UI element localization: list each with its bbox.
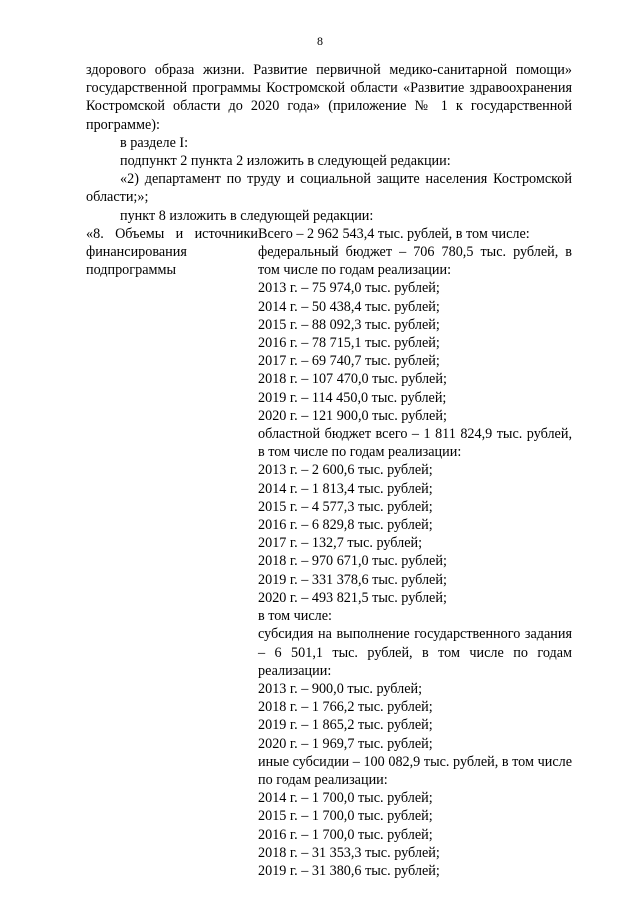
funding-year-line: 2014 г. – 50 438,4 тыс. рублей; — [258, 298, 440, 315]
funding-year-line: 2019 г. – 114 450,0 тыс. рублей; — [258, 389, 447, 406]
funding-year-line: 2020 г. – 1 969,7 тыс. рублей; — [258, 735, 433, 752]
paragraph-point-eight-instruction: пункт 8 изложить в следующей редакции: — [120, 207, 374, 224]
funding-year-line: 2015 г. – 4 577,3 тыс. рублей; — [258, 498, 433, 515]
funding-year-line: 2017 г. – 69 740,7 тыс. рублей; — [258, 353, 440, 370]
funding-year-line: 2014 г. – 1 700,0 тыс. рублей; — [258, 790, 433, 807]
funding-year-line: 2017 г. – 132,7 тыс. рублей; — [258, 535, 423, 552]
passport-label-line: подпрограммы — [86, 262, 176, 279]
passport-row-value — [258, 225, 572, 880]
passport-label-line: финансирования — [86, 244, 187, 261]
funding-year-line: 2013 г. – 75 974,0 тыс. рублей; — [258, 280, 440, 297]
funding-state-task-subsidy: субсидия на выполнение государственного задания – 6 501,1 тыс. рублей, в том числе по годам реализации: — [258, 626, 572, 679]
funding-year-line: 2015 г. – 1 700,0 тыс. рублей; — [258, 808, 433, 825]
passport-table-row — [86, 225, 572, 880]
funding-year-line: 2018 г. – 31 353,3 тыс. рублей; — [258, 844, 440, 861]
paragraph-section-one: в разделе I: — [120, 134, 189, 151]
funding-other-subsidies: иные субсидии – 100 082,9 тыс. рублей, в том числе по годам реализации: — [258, 753, 572, 788]
passport-label-line: «8. Объемы и источники — [86, 225, 258, 242]
funding-year-line: 2013 г. – 900,0 тыс. рублей; — [258, 680, 423, 697]
funding-including-label: в том числе: — [258, 608, 332, 625]
passport-row-label — [86, 225, 258, 880]
paragraph-program-reference: здорового образа жизни. Развитие первичной медико-санитарной помощи» государственной программы Костромской области «Развитие здравоохранения Костромской области до 2020 года» (приложение № 1 к государственной программе): — [86, 62, 572, 133]
funding-year-line: 2019 г. – 331 378,6 тыс. рублей; — [258, 571, 447, 588]
funding-year-line: 2016 г. – 78 715,1 тыс. рублей; — [258, 335, 440, 352]
funding-year-line: 2013 г. – 2 600,6 тыс. рублей; — [258, 462, 433, 479]
funding-regional-total: областной бюджет всего – 1 811 824,9 тыс. рублей, в том числе по годам реализации: — [258, 426, 572, 461]
paragraph-subpoint-instruction: подпункт 2 пункта 2 изложить в следующей редакции: — [120, 153, 451, 170]
funding-year-line: 2016 г. – 1 700,0 тыс. рублей; — [258, 826, 433, 843]
funding-federal-total: федеральный бюджет – 706 780,5 тыс. рублей, в том числе по годам реализации: — [258, 244, 572, 279]
funding-year-line: 2018 г. – 107 470,0 тыс. рублей; — [258, 371, 447, 388]
funding-year-line: 2018 г. – 1 766,2 тыс. рублей; — [258, 699, 433, 716]
paragraph-department-text: «2) департамент по труду и социальной защите населения Костромской области;»; — [86, 171, 572, 206]
funding-total: Всего – 2 962 543,4 тыс. рублей, в том числе: — [258, 225, 530, 242]
document-body — [86, 61, 572, 880]
funding-year-line: 2020 г. – 121 900,0 тыс. рублей; — [258, 407, 447, 424]
funding-year-line: 2015 г. – 88 092,3 тыс. рублей; — [258, 316, 440, 333]
funding-year-line: 2019 г. – 31 380,6 тыс. рублей; — [258, 862, 440, 879]
funding-year-line: 2016 г. – 6 829,8 тыс. рублей; — [258, 517, 433, 534]
page-number: 8 — [317, 34, 323, 48]
funding-year-line: 2019 г. – 1 865,2 тыс. рублей; — [258, 717, 433, 734]
funding-year-line: 2014 г. – 1 813,4 тыс. рублей; — [258, 480, 433, 497]
funding-year-line: 2018 г. – 970 671,0 тыс. рублей; — [258, 553, 447, 570]
funding-year-line: 2020 г. – 493 821,5 тыс. рублей; — [258, 589, 447, 606]
